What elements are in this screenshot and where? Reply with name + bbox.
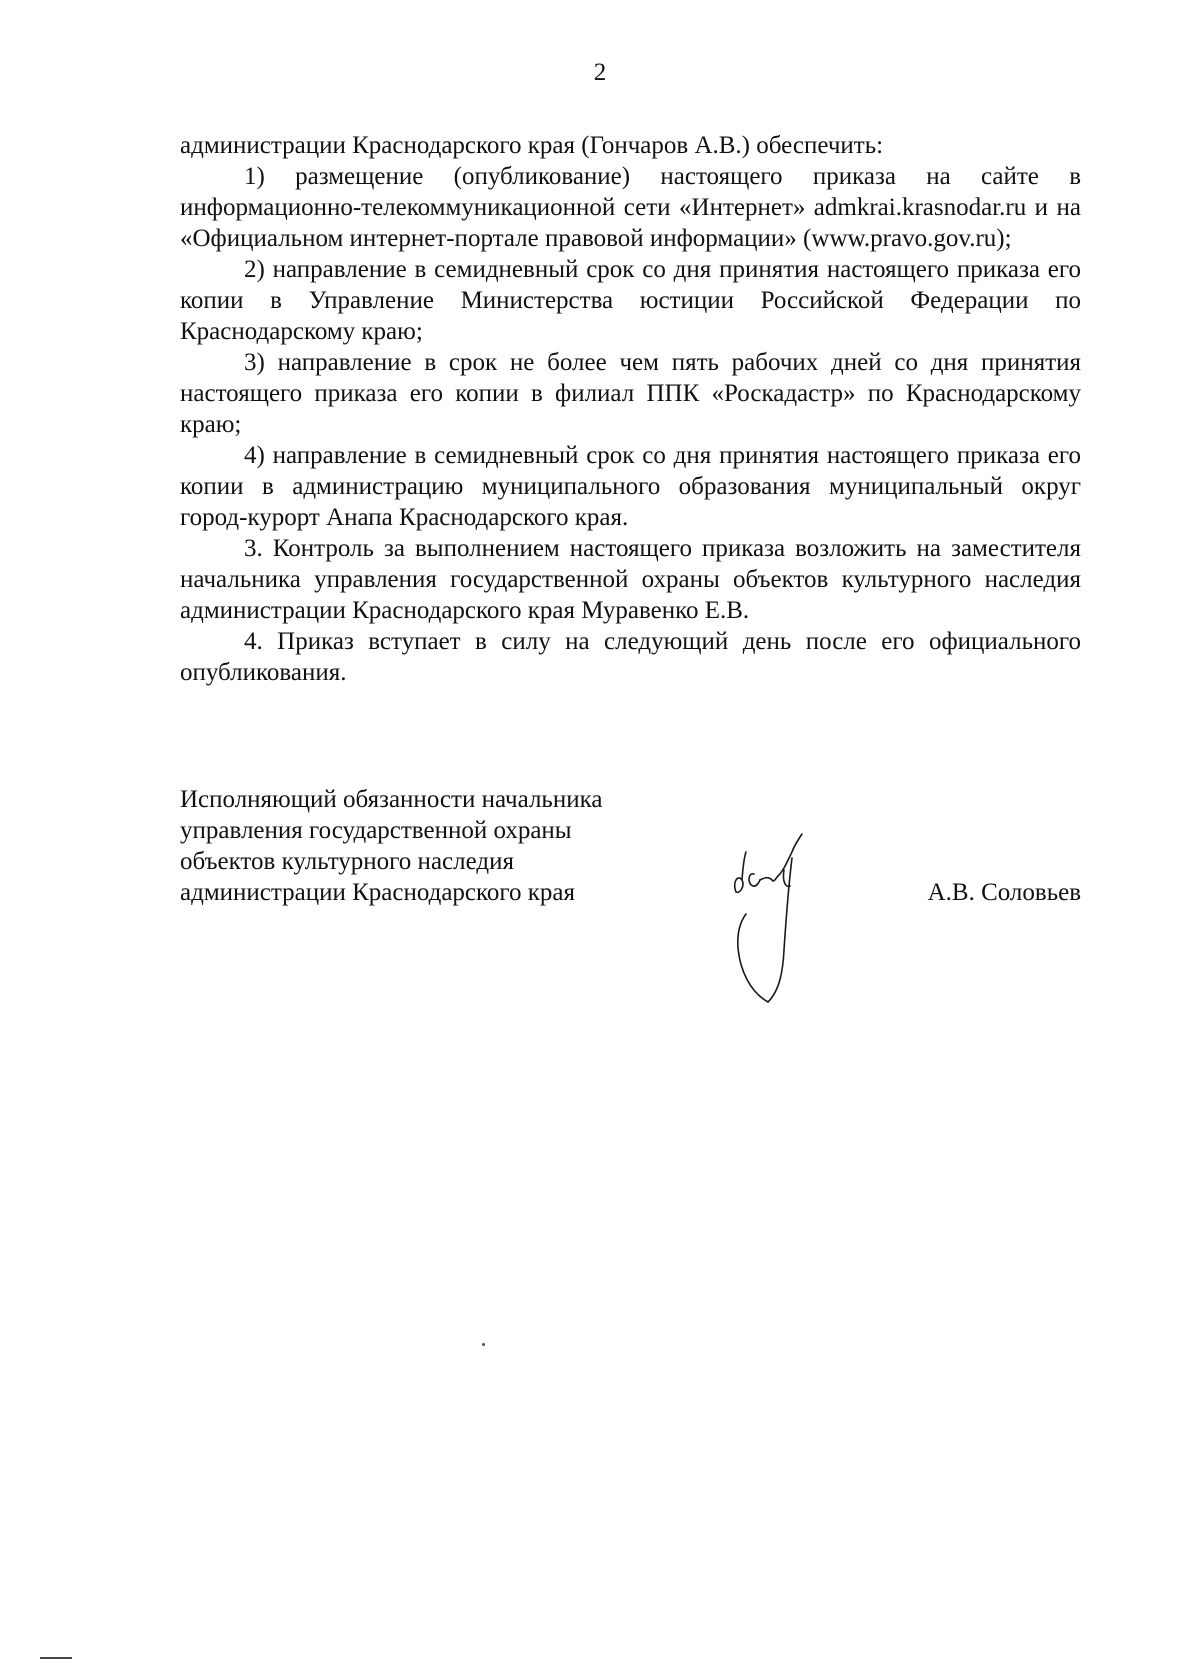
handwritten-signature [728, 830, 838, 1010]
paragraph-effective-date: 4. Приказ вступает в силу на следующий день после его официального опубликования. [180, 628, 1081, 686]
page-number: 2 [593, 59, 607, 86]
signatory-position-line: администрации Краснодарского края [180, 879, 576, 906]
paragraph-item-1: 1) размещение (опубликование) настоящего приказа на сайте в информационно-телекоммуникационной сети «Интернет» admkrai.krasnodar.ru и на «Официальном интернет-портале правовой информации» (www.pravo.gov.ru); [180, 163, 1081, 252]
paragraph-item-2: 2) направление в семидневный срок со дня принятия настоящего приказа его копии в Управление Министерства юстиции Российской Федерации по Краснодарскому краю; [180, 256, 1081, 345]
document-body [180, 130, 1081, 688]
paragraph-item-4: 4) направление в семидневный срок со дня принятия настоящего приказа его копии в администрацию муниципального образования муниципальный округ город-курорт Анапа Краснодарского края. [180, 442, 1081, 531]
signatory-position-line: Исполняющий обязанности начальника [180, 786, 603, 813]
paragraph-item-3: 3) направление в срок не более чем пять рабочих дней со дня принятия настоящего приказа его копии в филиал ППК «Роскадастр» по Краснодарскому краю; [180, 349, 1081, 438]
margin-mark [40, 1657, 72, 1659]
signatory-position-line: управления государственной охраны [180, 817, 572, 844]
paragraph-intro: администрации Краснодарского края (Гончаров А.В.) обеспечить: [180, 132, 884, 159]
paragraph-control: 3. Контроль за выполнением настоящего приказа возложить на заместителя начальника управления государственной охраны объектов культурного наследия администрации Краснодарского края Муравенко Е.В. [180, 535, 1081, 624]
signatory-position-line: объектов культурного наследия [180, 848, 514, 875]
scan-speck [482, 1343, 485, 1346]
signatory-name: А.В. Соловьев [927, 879, 1081, 906]
signatory-position [180, 784, 660, 908]
